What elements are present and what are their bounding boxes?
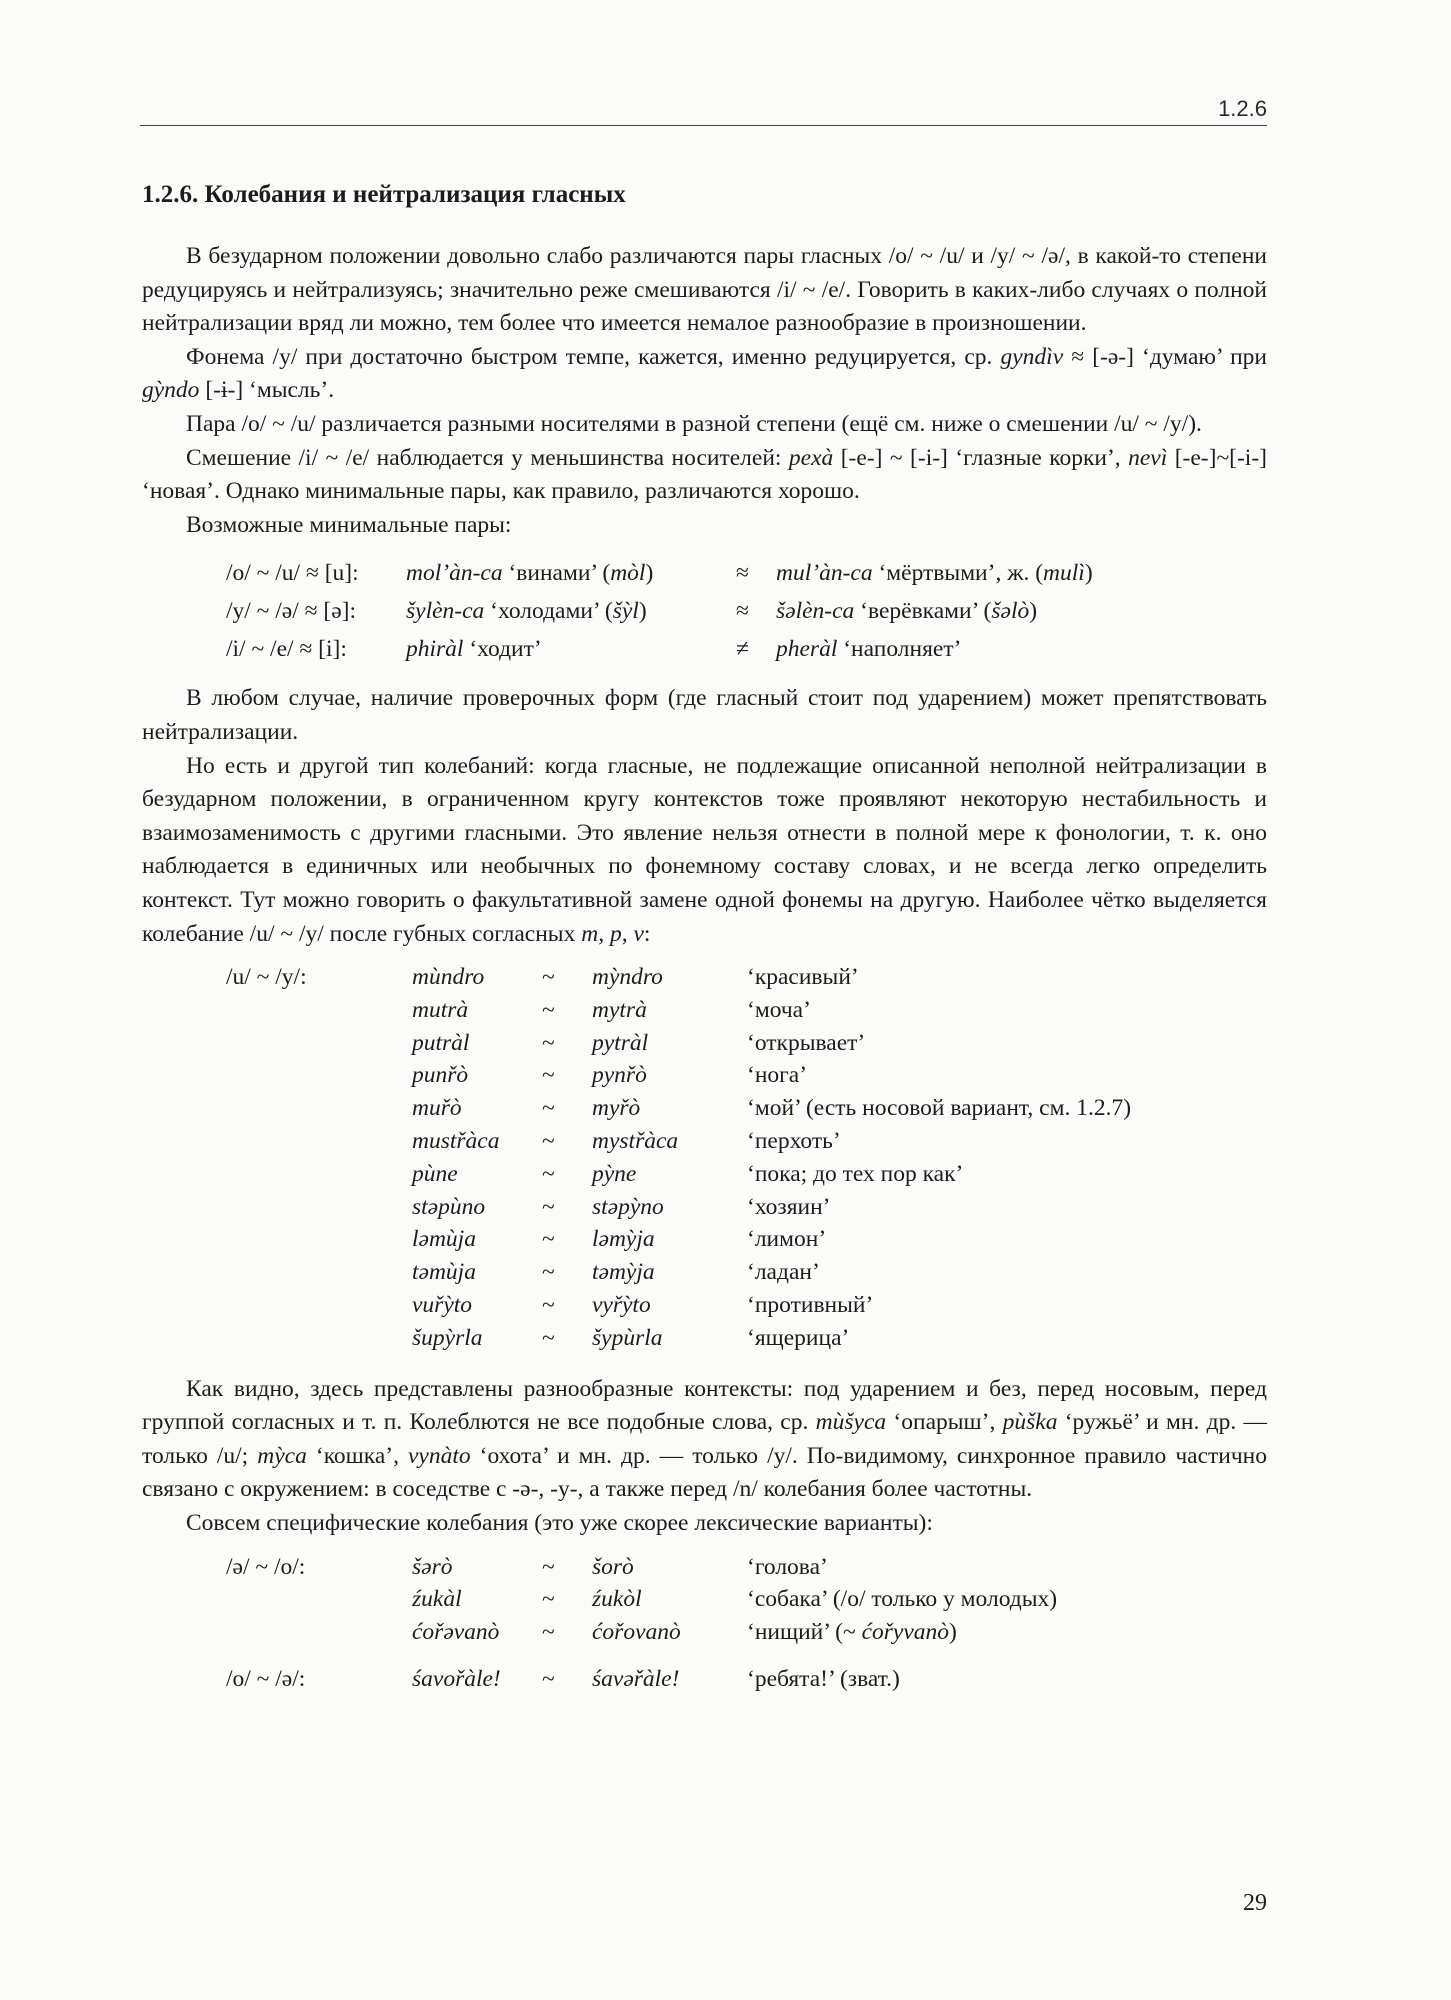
variation-label bbox=[142, 1583, 412, 1616]
pair-right bbox=[776, 630, 1267, 668]
header-rule bbox=[140, 125, 1267, 126]
gloss: ‘ладан’ bbox=[747, 1259, 820, 1286]
example-word: šypùrla bbox=[592, 1324, 663, 1351]
tilde: ~ bbox=[542, 1586, 555, 1613]
example-word: ləmỳja bbox=[592, 1226, 655, 1253]
variant-a bbox=[412, 1092, 542, 1125]
variation-label bbox=[142, 1027, 412, 1060]
variant-b bbox=[592, 1583, 747, 1616]
gloss: ‘ходит’ bbox=[463, 636, 542, 663]
variant-a bbox=[412, 994, 542, 1027]
pair-label: /o/ ~ /u/ ≈ [u]: bbox=[226, 560, 359, 587]
paren-close: ) bbox=[1084, 560, 1093, 587]
gloss bbox=[747, 1616, 1267, 1649]
paragraph-4 bbox=[142, 442, 1267, 509]
variation-label bbox=[142, 1256, 412, 1289]
example-word: vyřỳto bbox=[592, 1292, 651, 1319]
example-word: ćořovanò bbox=[592, 1619, 681, 1646]
variant-b bbox=[592, 994, 747, 1027]
gloss: ‘перхоть’ bbox=[747, 1128, 841, 1155]
example-word: m, p, v bbox=[581, 920, 644, 947]
tilde: ~ bbox=[542, 1128, 555, 1155]
example-word: putràl bbox=[412, 1029, 470, 1056]
variation-row bbox=[142, 1092, 1267, 1125]
gloss-text: ‘нищий’ (~ bbox=[747, 1619, 862, 1646]
variation-row bbox=[142, 1223, 1267, 1256]
paren-close: ) bbox=[949, 1619, 957, 1646]
example-word: stəpùno bbox=[412, 1193, 486, 1220]
example-word: pytràl bbox=[592, 1029, 649, 1056]
variant-b bbox=[592, 1289, 747, 1322]
tilde: ~ bbox=[542, 1226, 555, 1253]
example-word: phiràl bbox=[406, 636, 464, 663]
variant-b bbox=[592, 1191, 747, 1224]
gloss: ‘нога’ bbox=[747, 1062, 808, 1089]
gloss bbox=[747, 1583, 1267, 1616]
example-word: šorò bbox=[592, 1553, 634, 1580]
paren-close: ) bbox=[638, 598, 647, 625]
example-word: šəlèn-ca bbox=[776, 598, 855, 625]
variation-label bbox=[142, 1092, 412, 1125]
tilde: ~ bbox=[542, 1095, 555, 1122]
tilde: ~ bbox=[542, 1553, 555, 1580]
gloss: ‘мёртвыми’, ж. ( bbox=[872, 560, 1044, 587]
variant-a bbox=[412, 1059, 542, 1092]
example-word: mustřàca bbox=[412, 1128, 500, 1155]
variation-row bbox=[142, 1191, 1267, 1224]
source-word: mòl bbox=[610, 560, 646, 587]
variant-a bbox=[412, 1158, 542, 1191]
tilde: ~ bbox=[542, 1193, 555, 1220]
text-span: ‘ружьё’ и мн. др. — только /u/; bbox=[142, 1409, 1268, 1469]
example-word: təmỳja bbox=[592, 1259, 655, 1286]
example-word: mùšyca bbox=[815, 1409, 887, 1436]
pair-left bbox=[406, 554, 736, 592]
text-span: ‘опарыш’, bbox=[886, 1409, 1003, 1436]
tilde: ~ bbox=[542, 1062, 555, 1089]
variant-a bbox=[412, 1616, 542, 1649]
gloss-text: ‘ребята!’ (зват.) bbox=[747, 1666, 900, 1693]
text-span: ≈ [-ə-] ‘думаю’ при bbox=[1063, 343, 1267, 370]
variation-label bbox=[142, 1616, 412, 1649]
gloss: ‘хозяин’ bbox=[747, 1193, 831, 1220]
variation-label bbox=[142, 1223, 412, 1256]
variant-a bbox=[412, 1256, 542, 1289]
variant-b bbox=[592, 1551, 747, 1584]
example-word: ləmùja bbox=[412, 1226, 476, 1253]
variant-a bbox=[412, 1125, 542, 1158]
variation-row bbox=[142, 1158, 1267, 1191]
example-word: punřò bbox=[412, 1062, 469, 1089]
tilde: ~ bbox=[542, 1619, 555, 1646]
source-word: šỳl bbox=[612, 598, 639, 625]
variation-row bbox=[142, 994, 1267, 1027]
example-word: muřò bbox=[412, 1095, 462, 1122]
pair-relation: ≈ bbox=[736, 560, 749, 587]
minimal-pairs-table bbox=[142, 554, 1267, 668]
example-word: mùndro bbox=[412, 964, 485, 991]
example-word: mystřàca bbox=[592, 1128, 679, 1155]
example-word: pỳne bbox=[592, 1160, 637, 1187]
example-word: źukàl bbox=[412, 1586, 462, 1613]
schwa-o-variation-table bbox=[142, 1551, 1267, 1696]
tilde: ~ bbox=[542, 1324, 555, 1351]
example-word: gỳndo bbox=[142, 377, 200, 404]
gloss: ‘верёвками’ ( bbox=[854, 598, 992, 625]
gloss: ‘лимон’ bbox=[747, 1226, 827, 1253]
paragraph-3: Пара /o/ ~ /u/ различается разными носителями в разной степени (ещё см. ниже о смешении /u/ ~ /y/). bbox=[186, 410, 1202, 437]
text-span: [-e-]~[-i-] ‘новая’. Однако минимальные пары, как правило, различаются хорошо. bbox=[142, 444, 1267, 505]
u-y-variation-table bbox=[142, 961, 1267, 1355]
variation-label bbox=[142, 1158, 412, 1191]
variant-b bbox=[592, 1125, 747, 1158]
running-head: 1.2.6 bbox=[1218, 96, 1267, 121]
paragraph-1: В безударном положении довольно слабо различаются пары гласных /o/ ~ /u/ и /y/ ~ /ə/, в какой-то степени редуцируясь и нейтрализуясь; значительно реже смешиваются /i/ ~ /e/. Говорить в каких-либо случаях о полной нейтрализации вряд ли можно, тем более что имеется немалое разнообразие в произношении. bbox=[142, 243, 1267, 337]
tilde: ~ bbox=[542, 996, 555, 1023]
variant-a bbox=[412, 1223, 542, 1256]
text-span: : bbox=[643, 920, 651, 947]
page-content bbox=[142, 180, 1267, 1714]
variation-row bbox=[142, 1125, 1267, 1158]
variation-row bbox=[142, 1289, 1267, 1322]
page-number: 29 bbox=[1243, 1890, 1267, 1916]
example-word: vynàto bbox=[408, 1442, 471, 1469]
pair-right bbox=[776, 592, 1267, 630]
example-word: vuřỳto bbox=[412, 1292, 473, 1319]
text-span: Смешение /i/ ~ /e/ наблюдается у меньшинства носителей: bbox=[186, 444, 789, 471]
variant-a bbox=[412, 1322, 542, 1355]
example-word: ćořəvanò bbox=[412, 1619, 500, 1646]
variant-a bbox=[412, 961, 542, 994]
minimal-pair-row bbox=[142, 592, 1267, 630]
variation-label bbox=[142, 1322, 412, 1355]
paragraph-8 bbox=[142, 1373, 1267, 1507]
example-word: nevì bbox=[1128, 444, 1168, 471]
paragraph-9: Совсем специфические колебания (это уже скорее лексические варианты): bbox=[186, 1510, 933, 1537]
text-span: ‘кошка’, bbox=[306, 1442, 408, 1469]
variant-a bbox=[412, 1289, 542, 1322]
variant-b bbox=[592, 1092, 747, 1125]
example-word: mol’àn-ca bbox=[406, 560, 503, 587]
variant-b bbox=[592, 1059, 747, 1092]
variant-b bbox=[592, 961, 747, 994]
example-word: śavořàle! bbox=[412, 1666, 501, 1693]
text-span: Фонема /y/ при достаточно быстром темпе, кажется, именно редуцируется, ср. bbox=[186, 343, 1001, 370]
paren-close: ) bbox=[1029, 598, 1038, 625]
variant-a bbox=[412, 1027, 542, 1060]
tilde: ~ bbox=[542, 1029, 555, 1056]
example-word: ćořyvanò bbox=[861, 1619, 950, 1646]
tilde: ~ bbox=[542, 1259, 555, 1286]
tilde: ~ bbox=[542, 1666, 555, 1693]
tilde: ~ bbox=[542, 964, 555, 991]
example-word: təmùja bbox=[412, 1259, 476, 1286]
variation-row bbox=[142, 1616, 1267, 1649]
gloss: ‘пока; до тех пор как’ bbox=[747, 1160, 964, 1187]
paren-close: ) bbox=[645, 560, 654, 587]
variant-b bbox=[592, 1256, 747, 1289]
variation-label bbox=[142, 1289, 412, 1322]
gloss: ‘открывает’ bbox=[747, 1029, 866, 1056]
pair-right bbox=[776, 554, 1267, 592]
gloss: ‘красивый’ bbox=[747, 964, 859, 991]
variant-b bbox=[592, 1027, 747, 1060]
variant-a bbox=[412, 1551, 542, 1584]
pair-left bbox=[406, 592, 736, 630]
gloss: ‘мой’ (есть носовой вариант, см. 1.2.7) bbox=[747, 1095, 1132, 1122]
gloss bbox=[747, 1551, 1267, 1584]
example-word: mỳca bbox=[257, 1442, 307, 1469]
text-span: Как видно, здесь представлены разнообразные контексты: под ударением и без, перед носовым, перед группой согласных и т. п. Колеблются не все подобные слова, ср. bbox=[142, 1375, 1267, 1436]
variation-label: /o/ ~ /ə/: bbox=[226, 1666, 306, 1693]
variation-row bbox=[142, 1322, 1267, 1355]
pair-left bbox=[406, 630, 736, 668]
example-word: myřò bbox=[592, 1095, 641, 1122]
variation-label bbox=[142, 1125, 412, 1158]
pair-label: /i/ ~ /e/ ≈ [i]: bbox=[226, 636, 347, 663]
variation-label bbox=[142, 1059, 412, 1092]
example-word: gyndìv bbox=[1000, 343, 1064, 370]
variation-row bbox=[142, 1663, 1267, 1696]
gloss: ‘холодами’ ( bbox=[484, 598, 613, 625]
variation-label: /ə/ ~ /o/: bbox=[226, 1553, 306, 1580]
text-span: [-e-] ~ [-i-] ‘глазные корки’, bbox=[833, 444, 1129, 471]
pair-relation: ≈ bbox=[736, 598, 749, 625]
variation-row bbox=[142, 1027, 1267, 1060]
variation-label: /u/ ~ /y/: bbox=[226, 964, 307, 991]
variant-a bbox=[412, 1583, 542, 1616]
variation-label bbox=[142, 994, 412, 1027]
example-word: šupỳrla bbox=[412, 1324, 483, 1351]
variation-row bbox=[142, 1256, 1267, 1289]
paragraph-7 bbox=[142, 750, 1267, 952]
example-word: pexà bbox=[788, 444, 834, 471]
tilde: ~ bbox=[542, 1160, 555, 1187]
pair-label: /y/ ~ /ə/ ≈ [ə]: bbox=[226, 598, 357, 625]
variant-b bbox=[592, 1616, 747, 1649]
gloss: ‘винами’ ( bbox=[502, 560, 611, 587]
minimal-pair-row bbox=[142, 554, 1267, 592]
example-word: šərò bbox=[412, 1553, 453, 1580]
variant-b bbox=[592, 1322, 747, 1355]
gloss bbox=[747, 1663, 1267, 1696]
gloss: ‘моча’ bbox=[747, 996, 811, 1023]
variation-row bbox=[142, 1583, 1267, 1616]
gloss: ‘наполняет’ bbox=[837, 636, 962, 663]
source-word: mulì bbox=[1043, 560, 1085, 587]
example-word: źukòl bbox=[592, 1586, 642, 1613]
section-title: 1.2.6. Колебания и нейтрализация гласных bbox=[142, 181, 626, 208]
example-word: pùne bbox=[412, 1160, 458, 1187]
example-word: pùška bbox=[1002, 1409, 1058, 1436]
example-word: stəpỳno bbox=[592, 1193, 664, 1220]
text-span: ‘охота’ и мн. др. — только /y/. По-видимому, синхронное правило частично связано с окружением: в соседстве с -ə-, -y-, а также перед /n/ колебания более частотны. bbox=[142, 1442, 1267, 1503]
variant-b bbox=[592, 1158, 747, 1191]
variation-label bbox=[142, 1191, 412, 1224]
variant-b bbox=[592, 1223, 747, 1256]
example-word: mỳndro bbox=[592, 964, 663, 991]
variation-row bbox=[142, 1551, 1267, 1584]
gloss-text: ‘собака’ (/o/ только у молодых) bbox=[747, 1586, 1058, 1613]
source-word: šəlò bbox=[991, 598, 1030, 625]
example-word: pheràl bbox=[776, 636, 838, 663]
variation-row bbox=[142, 961, 1267, 994]
example-word: śavəřàle! bbox=[592, 1666, 680, 1693]
gloss: ‘ящерица’ bbox=[747, 1324, 850, 1351]
variant-b bbox=[592, 1663, 747, 1696]
gloss-text: ‘голова’ bbox=[747, 1553, 828, 1580]
example-word: pynřò bbox=[592, 1062, 647, 1089]
gloss: ‘противный’ bbox=[747, 1292, 874, 1319]
variant-a bbox=[412, 1191, 542, 1224]
text-span: [-ɨ-] ‘мысль’. bbox=[199, 377, 335, 404]
paragraph-6: В любом случае, наличие проверочных форм (где гласный стоит под ударением) может препятствовать нейтрализации. bbox=[142, 685, 1267, 745]
minimal-pair-row bbox=[142, 630, 1267, 668]
example-word: mytrà bbox=[592, 996, 647, 1023]
example-word: mutrà bbox=[412, 996, 469, 1023]
tilde: ~ bbox=[542, 1292, 555, 1319]
pair-relation: ≠ bbox=[736, 636, 749, 663]
variant-a bbox=[412, 1663, 542, 1696]
example-word: šylèn-ca bbox=[406, 598, 485, 625]
paragraph-2 bbox=[142, 341, 1267, 408]
example-word: mul’àn-ca bbox=[776, 560, 873, 587]
variation-row bbox=[142, 1059, 1267, 1092]
paragraph-5: Возможные минимальные пары: bbox=[186, 511, 512, 538]
text-span: Но есть и другой тип колебаний: когда гласные, не подлежащие описанной неполной нейтрализации в безударном положении, в ограниченном кругу контекстов тоже проявляют некоторую нестабильность и взаимозаменимость с другими гласными. Это явление нельзя отнести в полной мере к фонологии, т. к. оно наблюдается в единичных или необычных по фонемному составу словах, и не всегда легко определить контекст. Тут можно говорить о факультативной замене одной фонемы на другую. Наиболее чётко выделяется колебание /u/ ~ /y/ после губных согласных bbox=[142, 752, 1267, 947]
